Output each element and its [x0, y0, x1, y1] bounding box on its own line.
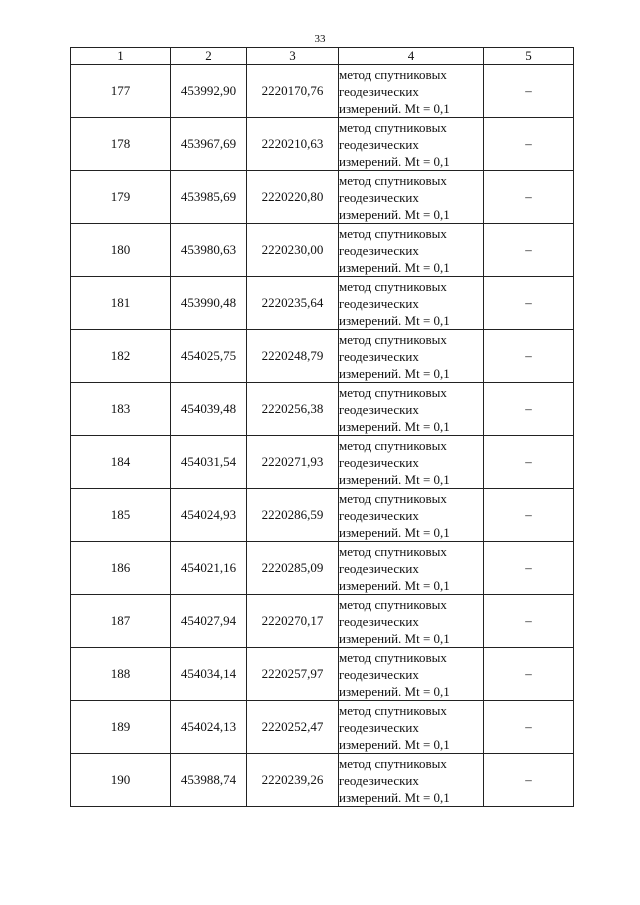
x-coordinate-cell: 453988,74: [171, 754, 247, 807]
method-line: измерений. Mt = 0,1: [339, 524, 450, 540]
dash-cell: –: [484, 542, 574, 595]
y-coordinate-cell: 2220220,80: [247, 171, 339, 224]
y-coordinate-cell: 2220252,47: [247, 701, 339, 754]
y-coordinate-cell: 2220170,76: [247, 65, 339, 118]
method-cell: [339, 65, 484, 118]
method-line: метод спутниковых: [339, 490, 447, 506]
table-row: [71, 277, 574, 330]
method-line: геодезических: [339, 666, 419, 682]
method-line: измерений. Mt = 0,1: [339, 100, 450, 116]
method-line: метод спутниковых: [339, 755, 447, 771]
table-row: [71, 489, 574, 542]
method-cell: [339, 648, 484, 701]
method-line: геодезических: [339, 136, 419, 152]
method-line: метод спутниковых: [339, 331, 447, 347]
method-line: измерений. Mt = 0,1: [339, 577, 450, 593]
point-number-cell: 188: [71, 648, 171, 701]
point-number-cell: 184: [71, 436, 171, 489]
table-row: [71, 224, 574, 277]
x-coordinate-cell: 454024,93: [171, 489, 247, 542]
dash-cell: –: [484, 383, 574, 436]
method-line: геодезических: [339, 560, 419, 576]
point-number-cell: 178: [71, 118, 171, 171]
page-number: 33: [314, 33, 326, 45]
table-header-row: [71, 48, 574, 65]
x-coordinate-cell: 453992,90: [171, 65, 247, 118]
point-number-cell: 180: [71, 224, 171, 277]
method-cell: [339, 489, 484, 542]
method-cell: [339, 542, 484, 595]
dash-cell: –: [484, 118, 574, 171]
dash-cell: –: [484, 489, 574, 542]
point-number-cell: 186: [71, 542, 171, 595]
method-line: геодезических: [339, 348, 419, 364]
method-cell: [339, 383, 484, 436]
x-coordinate-cell: 453990,48: [171, 277, 247, 330]
x-coordinate-cell: 453980,63: [171, 224, 247, 277]
y-coordinate-cell: 2220230,00: [247, 224, 339, 277]
method-line: геодезических: [339, 295, 419, 311]
method-line: метод спутниковых: [339, 66, 447, 82]
method-line: метод спутниковых: [339, 596, 447, 612]
table-row: [71, 118, 574, 171]
point-number-cell: 187: [71, 595, 171, 648]
x-coordinate-cell: 453985,69: [171, 171, 247, 224]
method-line: геодезических: [339, 613, 419, 629]
method-line: метод спутниковых: [339, 543, 447, 559]
method-cell: [339, 224, 484, 277]
y-coordinate-cell: 2220270,17: [247, 595, 339, 648]
dash-cell: –: [484, 330, 574, 383]
method-line: геодезических: [339, 507, 419, 523]
table-row: [71, 65, 574, 118]
coordinates-table: [70, 47, 574, 807]
method-line: геодезических: [339, 189, 419, 205]
x-coordinate-cell: 454027,94: [171, 595, 247, 648]
table-row: [71, 542, 574, 595]
dash-cell: –: [484, 224, 574, 277]
header-col-4: 4: [339, 48, 484, 65]
dash-cell: –: [484, 171, 574, 224]
method-line: метод спутниковых: [339, 225, 447, 241]
method-line: измерений. Mt = 0,1: [339, 418, 450, 434]
method-line: измерений. Mt = 0,1: [339, 736, 450, 752]
dash-cell: –: [484, 754, 574, 807]
method-line: измерений. Mt = 0,1: [339, 471, 450, 487]
y-coordinate-cell: 2220285,09: [247, 542, 339, 595]
x-coordinate-cell: 454031,54: [171, 436, 247, 489]
y-coordinate-cell: 2220256,38: [247, 383, 339, 436]
dash-cell: –: [484, 436, 574, 489]
x-coordinate-cell: 454024,13: [171, 701, 247, 754]
method-line: измерений. Mt = 0,1: [339, 789, 450, 805]
point-number-cell: 190: [71, 754, 171, 807]
method-line: измерений. Mt = 0,1: [339, 153, 450, 169]
method-line: измерений. Mt = 0,1: [339, 630, 450, 646]
x-coordinate-cell: 454025,75: [171, 330, 247, 383]
x-coordinate-cell: 454034,14: [171, 648, 247, 701]
method-line: измерений. Mt = 0,1: [339, 312, 450, 328]
point-number-cell: 185: [71, 489, 171, 542]
method-line: геодезических: [339, 401, 419, 417]
table-row: [71, 436, 574, 489]
point-number-cell: 177: [71, 65, 171, 118]
point-number-cell: 179: [71, 171, 171, 224]
table-row: [71, 383, 574, 436]
table-row: [71, 701, 574, 754]
dash-cell: –: [484, 648, 574, 701]
method-line: геодезических: [339, 719, 419, 735]
method-line: геодезических: [339, 83, 419, 99]
x-coordinate-cell: 454021,16: [171, 542, 247, 595]
table-row: [71, 595, 574, 648]
method-cell: [339, 118, 484, 171]
point-number-cell: 181: [71, 277, 171, 330]
method-line: метод спутниковых: [339, 437, 447, 453]
method-line: измерений. Mt = 0,1: [339, 259, 450, 275]
method-line: метод спутниковых: [339, 172, 447, 188]
method-cell: [339, 171, 484, 224]
y-coordinate-cell: 2220235,64: [247, 277, 339, 330]
table-row: [71, 754, 574, 807]
header-col-5: 5: [484, 48, 574, 65]
point-number-cell: 183: [71, 383, 171, 436]
method-line: метод спутниковых: [339, 649, 447, 665]
table-row: [71, 171, 574, 224]
method-cell: [339, 701, 484, 754]
y-coordinate-cell: 2220239,26: [247, 754, 339, 807]
method-line: геодезических: [339, 454, 419, 470]
method-line: геодезических: [339, 772, 419, 788]
method-cell: [339, 595, 484, 648]
method-line: измерений. Mt = 0,1: [339, 683, 450, 699]
method-line: метод спутниковых: [339, 702, 447, 718]
method-line: метод спутниковых: [339, 278, 447, 294]
dash-cell: –: [484, 701, 574, 754]
x-coordinate-cell: 453967,69: [171, 118, 247, 171]
method-cell: [339, 277, 484, 330]
header-col-1: 1: [71, 48, 171, 65]
method-line: метод спутниковых: [339, 119, 447, 135]
method-line: измерений. Mt = 0,1: [339, 365, 450, 381]
method-cell: [339, 330, 484, 383]
method-line: измерений. Mt = 0,1: [339, 206, 450, 222]
method-cell: [339, 436, 484, 489]
method-line: геодезических: [339, 242, 419, 258]
y-coordinate-cell: 2220257,97: [247, 648, 339, 701]
dash-cell: –: [484, 65, 574, 118]
table-row: [71, 330, 574, 383]
table-row: [71, 648, 574, 701]
y-coordinate-cell: 2220248,79: [247, 330, 339, 383]
dash-cell: –: [484, 277, 574, 330]
method-line: метод спутниковых: [339, 384, 447, 400]
x-coordinate-cell: 454039,48: [171, 383, 247, 436]
dash-cell: –: [484, 595, 574, 648]
y-coordinate-cell: 2220286,59: [247, 489, 339, 542]
y-coordinate-cell: 2220271,93: [247, 436, 339, 489]
y-coordinate-cell: 2220210,63: [247, 118, 339, 171]
method-cell: [339, 754, 484, 807]
point-number-cell: 182: [71, 330, 171, 383]
header-col-3: 3: [247, 48, 339, 65]
point-number-cell: 189: [71, 701, 171, 754]
header-col-2: 2: [171, 48, 247, 65]
